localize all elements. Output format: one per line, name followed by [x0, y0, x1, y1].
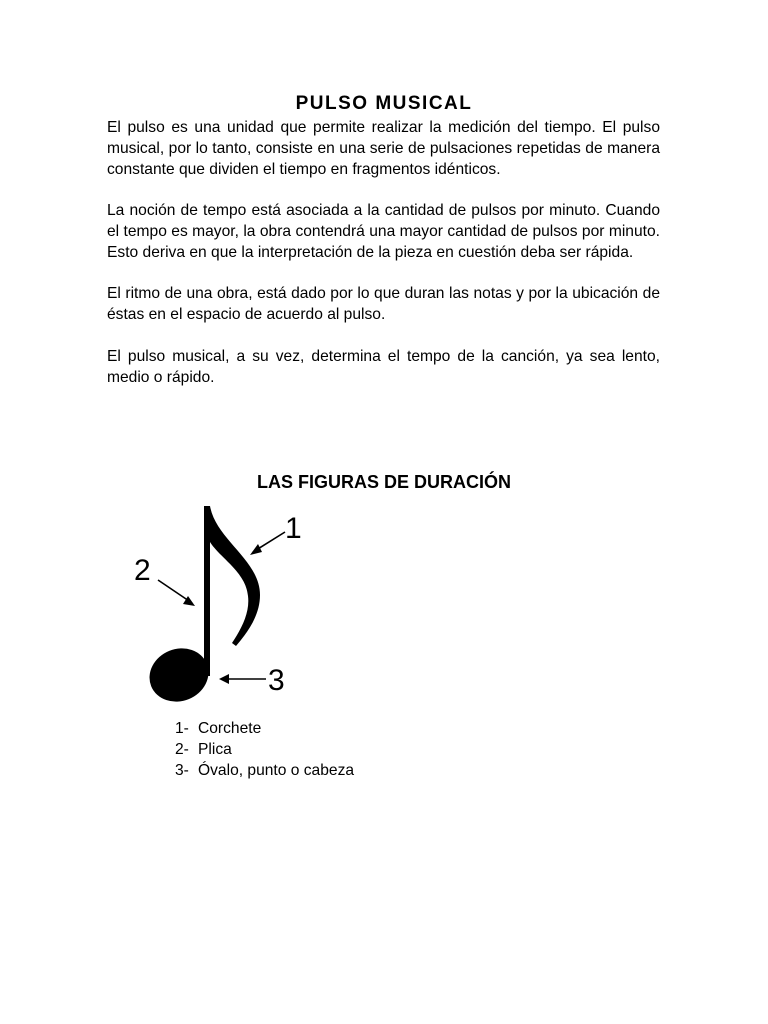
arrow-1-head: [250, 544, 262, 555]
legend-text: Corchete: [198, 720, 262, 737]
figure-legend: [175, 718, 354, 781]
figure-label-3: 3: [268, 664, 285, 697]
list-item: [175, 739, 354, 760]
legend-number: 2-: [175, 741, 189, 758]
eighth-note-figure: [120, 500, 320, 710]
legend-number: 1-: [175, 720, 189, 737]
paragraph: El pulso musical, a su vez, determina el tempo de la canción, ya sea lento, medio o rápido.: [107, 347, 660, 386]
paragraph: La noción de tempo está asociada a la cantidad de pulsos por minuto. Cuando el tempo es mayor, la obra contendrá una mayor cantidad de pulsos por minuto. Esto deriva en que la interpretación de la pieza en cuestión deba ser rápida.: [107, 202, 660, 261]
paragraph: El pulso es una unidad que permite realizar la medición del tiempo. El pulso musical, por lo tanto, consiste en una serie de pulsaciones repetidas de manera constante que dividen el tiempo en fragmentos idénticos.: [107, 119, 660, 178]
eighth-note-icon: [120, 500, 320, 710]
figure-label-1: 1: [285, 512, 302, 545]
legend-text: Plica: [198, 741, 232, 758]
figure-label-2: 2: [134, 554, 151, 587]
list-item: [175, 760, 354, 781]
note-flag: [210, 506, 260, 646]
note-stem: [204, 506, 210, 676]
paragraph: El ritmo de una obra, está dado por lo que duran las notas y por la ubicación de éstas en el espacio de acuerdo al pulso.: [107, 285, 660, 324]
legend-number: 3-: [175, 762, 189, 779]
legend-text: Óvalo, punto o cabeza: [198, 762, 355, 779]
page-title: PULSO MUSICAL: [295, 93, 473, 114]
body-text: [107, 118, 660, 409]
arrow-3-head: [219, 674, 229, 684]
list-item: [175, 718, 354, 739]
section-subtitle: LAS FIGURAS DE DURACIÓN: [256, 472, 511, 492]
